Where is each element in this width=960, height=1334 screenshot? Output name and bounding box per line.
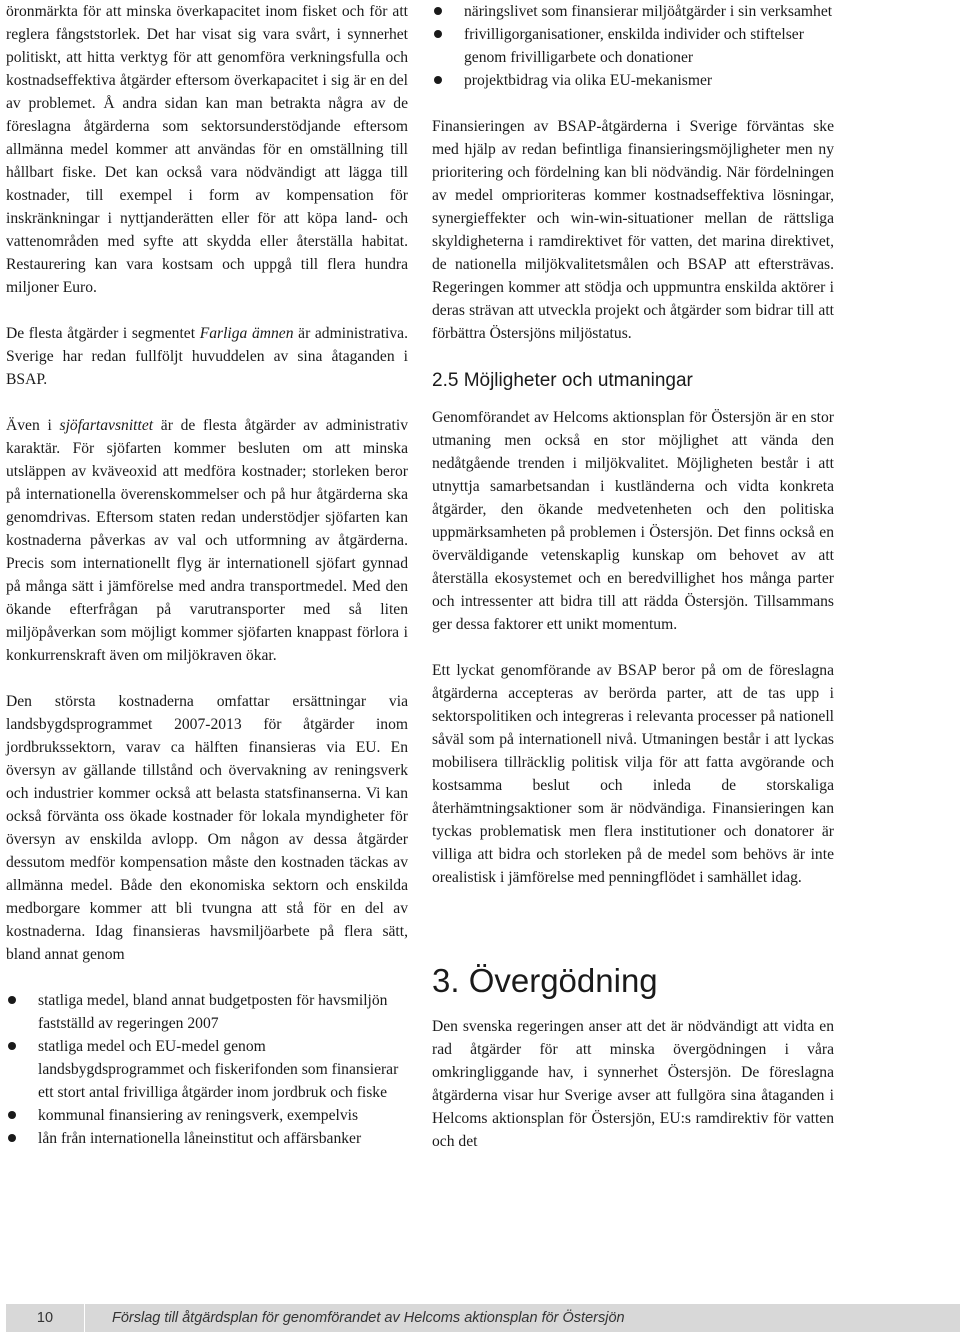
bullet-icon: [8, 1111, 16, 1119]
left-bullet-list: [6, 989, 408, 1150]
list-item: [6, 1104, 408, 1127]
left-paragraph-2-before: De flesta åtgärder i segmentet: [6, 325, 200, 342]
right-paragraph-4: Den svenska regeringen anser att det är nödvändigt att vidta en rad åtgärder för att minska övergödningen i våra omkringliggande hav, i synnerhet Östersjön. De föreslagna åtgärderna visar hur Sverige avser att fullgöra sina åtaganden i Helcoms aktionsplan för Östersjön, EU:s ramdirektiv för vatten och det: [432, 1018, 834, 1150]
bullet-icon: [8, 1042, 16, 1050]
list-item-text: kommunal finansiering av reningsverk, exempelvis: [38, 1107, 359, 1124]
list-item: [432, 0, 834, 23]
footer-title: Förslag till åtgärdsplan för genomförandet av Helcoms aktionsplan för Östersjön: [112, 1310, 625, 1326]
list-item-text: statliga medel, bland annat budgetposten för havsmiljön fastställd av regeringen 2007: [38, 992, 388, 1032]
left-paragraph-1: öronmärkta för att minska överkapacitet inom fisket och för att reglera fångststorlek. Det har visat sig vara svårt, i synnerhet politiskt, att hitta verktyg för att genomföra verkningsfulla och kostnadseffektiva åtgärder eftersom överkapacitet i sig är en del av problemet. Å andra sidan kan man betrakta några av de föreslagna åtgärderna som sektorsunderstödjande eftersom allmänna medel kommer att användas för en omställning till hållbart fiske. Det kan också vara nödvändigt att lägga till kostnader, till exempel i form av kompensation för inskränkningar i nyttjanderätten eller för att köpa land- och vattenområden med syfte att skydda eller återställa habitat. Restaurering kan vara kostsam och uppgå till flera hundra miljoner Euro.: [6, 3, 408, 296]
left-paragraph-3-after: är de flesta åtgärder av administrativ karaktär. För sjöfarten kommer besluten om att minska utsläppen av kväveoxid att medföra kostnader; storleken beror på internationella överenskommelser och på hur åtgärderna ska genomdrivas. Eftersom staten redan understödjer sjöfarten kan kostnaderna påverkas av val och utformning av åtgärderna. Precis som internationellt flyg är internationell sjöfart gynnad på många sätt i jämförelse med andra transportmedel. Med den ökande efterfrågan på varutransporter med så liten miljöpåverkan som möjligt kommer sjöfarten knappast förlora i konkurrenskraft även om miljökraven ökar.: [6, 417, 409, 664]
bullet-icon: [434, 7, 442, 15]
bullet-icon: [434, 76, 442, 84]
list-item-text: lån från internationella låneinstitut och affärsbanker: [38, 1130, 362, 1147]
page-footer: [6, 1304, 960, 1332]
section-heading-3: 3. Övergödning: [432, 962, 658, 999]
left-paragraph-2-after: är administrativa. Sverige har redan fullföljt huvuddelen av sina åtaganden i BSAP.: [6, 325, 408, 388]
right-paragraph-2: Genomförandet av Helcoms aktionsplan för Östersjön är en stor utmaning men också en stor möjlighet att vända den nedåtgående trenden i miljökvalitet. Möjligheten består i att utnyttja samarbetsandan i kustländerna och vidta konkreta åtgärder, den ökande medvetenheten och den politiska uppmärksamheten på problemen i Östersjön. Det finns också en överväldigande vetenskaplig kunskap om behovet av att återställa ekosystemet och en beredvillighet hos många parter och intressenter att bidra till att rädda Östersjön. Tillsammans ger dessa faktorer ett unikt momentum.: [432, 409, 834, 633]
left-paragraph-2: [6, 322, 408, 391]
list-item: [6, 989, 408, 1035]
section-heading-2-5: 2.5 Möjligheter och utmaningar: [432, 370, 693, 391]
left-paragraph-2-emphasis: Farliga ämnen: [199, 325, 294, 342]
right-paragraph-3: Ett lyckat genomförande av BSAP beror på om de föreslagna åtgärderna accepteras av berörda parter, att de tas upp i sektorspolitiken och integreras i relevanta processer på nationell såväl som på internationell nivå. Utmaningen består i att lyckas mobilisera tillräcklig politisk vilja för att fatta avgörande och kostsamma beslut och inleda de storskaliga återhämtningsaktioner som är nödvändiga. Finansieringen kan tyckas problematisk men flera institutioner och donatorer är villiga att bidra och storleken på de medel som behövs är inte orealistisk i jämförelse med penningflödet i samhället idag.: [432, 662, 834, 886]
list-item-text: projektbidrag via olika EU-mekanismer: [464, 72, 713, 89]
right-bullet-list: [432, 0, 834, 92]
left-paragraph-3: [6, 414, 408, 667]
right-column: [432, 0, 834, 1153]
list-item: [6, 1035, 408, 1104]
list-item: [432, 23, 834, 69]
bullet-icon: [8, 996, 16, 1004]
list-item-text: näringslivet som finansierar miljöåtgärder i sin verksamhet: [464, 3, 833, 20]
left-column: [6, 0, 408, 1173]
page-number: 10: [6, 1304, 85, 1332]
list-item: [432, 69, 834, 92]
list-item-text: frivilligorganisationer, enskilda individer och stiftelser genom frivilligarbete och donationer: [464, 26, 804, 66]
bullet-icon: [8, 1134, 16, 1142]
right-paragraph-1: Finansieringen av BSAP-åtgärderna i Sverige förväntas ske med hjälp av redan befintliga finansieringsmöjligheter men ny prioritering och fördelning kan bli nödvändig. När fördelningen av medel omprioriteras kommer kostnadseffektiva lösningar, synergieffekter och win-win-situationer mellan de rättsliga skyldigheterna i ramdirektivet för vatten, det marina direktivet, de nationella miljökvalitetsmålen och BSAP att eftersträvas. Regeringen kommer att stödja och uppmuntra enskilda aktörer i deras strävan att utveckla projekt och åtgärder som bidrar till att förbättra Östersjöns miljöstatus.: [432, 118, 834, 342]
list-item-text: statliga medel och EU-medel genom landsbygdsprogrammet och fiskerifonden som finansierar ett stort antal frivilliga åtgärder inom jordbruk och fiske: [38, 1038, 399, 1101]
list-item: [6, 1127, 408, 1150]
left-paragraph-3-before: Även i: [6, 417, 60, 434]
bullet-icon: [434, 30, 442, 38]
left-paragraph-4: Den största kostnaderna omfattar ersättningar via landsbygdsprogrammet 2007-2013 för åtgärder inom jordbrukssektorn, varav ca hälften finansieras via EU. En översyn av gällande tillstånd och övervakning av reningsverk och industrier kommer också att belasta statsfinanserna. Vi kan också förvänta oss ökade kostnader för lokala myndigheter för översyn av enskilda avlopp. Om någon av dessa åtgärder dessutom medför kompensation måste den kostnaden täckas av allmänna medel. Både den ekonomiska sektorn och enskilda medborgare kommer att bli tvungna att stå för en del av kostnaderna. Idag finansieras havsmiljöarbete på flera sätt, bland annat genom: [6, 693, 408, 963]
left-paragraph-3-emphasis: sjöfartavsnittet: [59, 417, 154, 434]
